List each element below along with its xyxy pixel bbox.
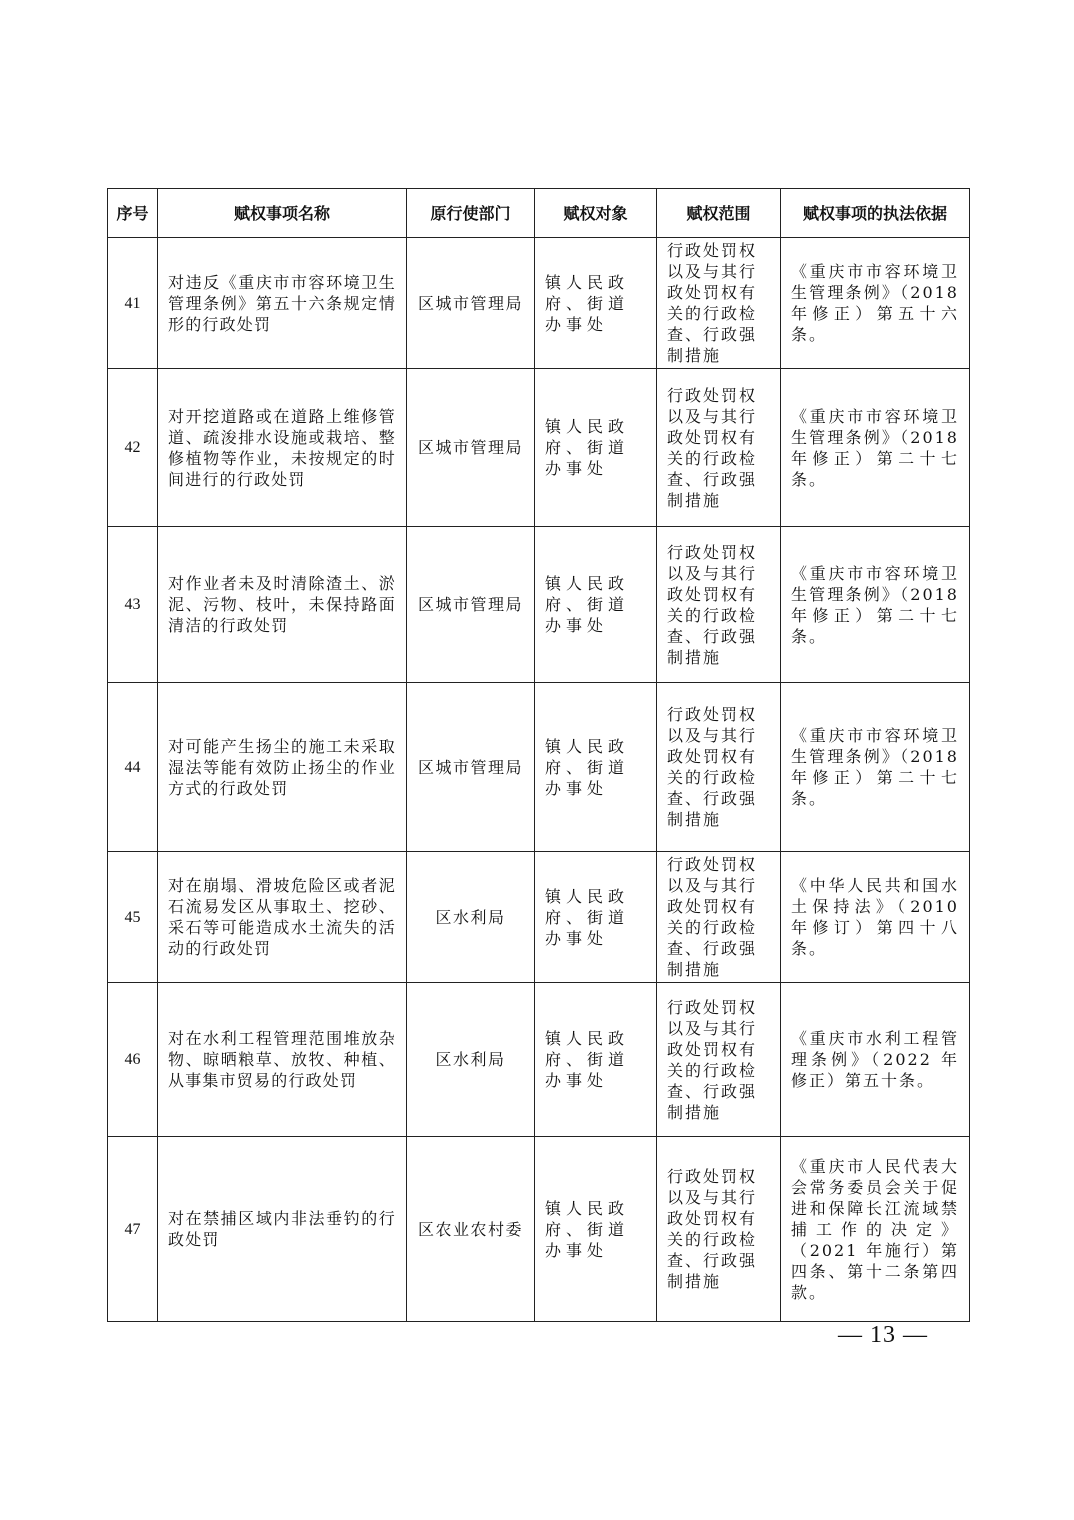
row-scope: 行政处罚权以及与其行政处罚权有关的行政检查、行政强制措施 <box>657 527 781 683</box>
row-dept: 区城市管理局 <box>407 683 535 852</box>
header-name: 赋权事项名称 <box>158 189 407 238</box>
row-object: 镇人民政府、街道办事处 <box>535 683 657 852</box>
row-seq: 41 <box>108 238 158 369</box>
row-dept: 区城市管理局 <box>407 238 535 369</box>
row-basis: 《重庆市人民代表大会常务委员会关于促进和保障长江流域禁捕工作的决定》（2021 年施行）第四条、第十二条第四款。 <box>781 1137 970 1322</box>
row-dept: 区城市管理局 <box>407 527 535 683</box>
row-object: 镇人民政府、街道办事处 <box>535 527 657 683</box>
row-object: 镇人民政府、街道办事处 <box>535 983 657 1137</box>
row-object: 镇人民政府、街道办事处 <box>535 1137 657 1322</box>
row-name: 对作业者未及时清除渣土、淤泥、污物、枝叶，未保持路面清洁的行政处罚 <box>158 527 407 683</box>
row-basis: 《重庆市市容环境卫生管理条例》（2018 年修正）第二十七条。 <box>781 369 970 527</box>
table-header-row <box>108 189 970 238</box>
row-seq: 44 <box>108 683 158 852</box>
row-scope: 行政处罚权以及与其行政处罚权有关的行政检查、行政强制措施 <box>657 238 781 369</box>
header-object: 赋权对象 <box>535 189 657 238</box>
table-row <box>108 238 970 369</box>
authorization-table <box>107 188 970 1322</box>
row-dept: 区农业农村委 <box>407 1137 535 1322</box>
row-scope: 行政处罚权以及与其行政处罚权有关的行政检查、行政强制措施 <box>657 1137 781 1322</box>
table-row <box>108 369 970 527</box>
header-scope: 赋权范围 <box>657 189 781 238</box>
table-row <box>108 983 970 1137</box>
row-name: 对在水利工程管理范围堆放杂物、晾晒粮草、放牧、种植、从事集市贸易的行政处罚 <box>158 983 407 1137</box>
row-name: 对违反《重庆市市容环境卫生管理条例》第五十六条规定情形的行政处罚 <box>158 238 407 369</box>
header-dept: 原行使部门 <box>407 189 535 238</box>
row-basis: 《重庆市市容环境卫生管理条例》（2018 年修正）第五十六条。 <box>781 238 970 369</box>
header-basis: 赋权事项的执法依据 <box>781 189 970 238</box>
table-row <box>108 852 970 983</box>
row-dept: 区水利局 <box>407 983 535 1137</box>
row-seq: 46 <box>108 983 158 1137</box>
row-basis: 《中华人民共和国水土保持法》（2010 年修订）第四十八条。 <box>781 852 970 983</box>
row-object: 镇人民政府、街道办事处 <box>535 852 657 983</box>
table-row <box>108 1137 970 1322</box>
row-scope: 行政处罚权以及与其行政处罚权有关的行政检查、行政强制措施 <box>657 983 781 1137</box>
row-name: 对开挖道路或在道路上维修管道、疏浚排水设施或栽培、整修植物等作业，未按规定的时间进行的行政处罚 <box>158 369 407 527</box>
table-row <box>108 683 970 852</box>
row-dept: 区水利局 <box>407 852 535 983</box>
row-seq: 43 <box>108 527 158 683</box>
row-object: 镇人民政府、街道办事处 <box>535 238 657 369</box>
row-scope: 行政处罚权以及与其行政处罚权有关的行政检查、行政强制措施 <box>657 369 781 527</box>
row-name: 对在崩塌、滑坡危险区或者泥石流易发区从事取土、挖砂、采石等可能造成水土流失的活动的行政处罚 <box>158 852 407 983</box>
row-object: 镇人民政府、街道办事处 <box>535 369 657 527</box>
row-name: 对在禁捕区域内非法垂钓的行政处罚 <box>158 1137 407 1322</box>
row-scope: 行政处罚权以及与其行政处罚权有关的行政检查、行政强制措施 <box>657 852 781 983</box>
row-dept: 区城市管理局 <box>407 369 535 527</box>
page-number: — 13 — <box>838 1322 928 1348</box>
row-seq: 45 <box>108 852 158 983</box>
row-name: 对可能产生扬尘的施工未采取湿法等能有效防止扬尘的作业方式的行政处罚 <box>158 683 407 852</box>
row-seq: 42 <box>108 369 158 527</box>
header-seq: 序号 <box>108 189 158 238</box>
row-scope: 行政处罚权以及与其行政处罚权有关的行政检查、行政强制措施 <box>657 683 781 852</box>
row-basis: 《重庆市市容环境卫生管理条例》（2018 年修正）第二十七条。 <box>781 527 970 683</box>
table-row <box>108 527 970 683</box>
row-basis: 《重庆市市容环境卫生管理条例》（2018 年修正）第二十七条。 <box>781 683 970 852</box>
row-basis: 《重庆市水利工程管理条例》（2022 年修正）第五十条。 <box>781 983 970 1137</box>
row-seq: 47 <box>108 1137 158 1322</box>
